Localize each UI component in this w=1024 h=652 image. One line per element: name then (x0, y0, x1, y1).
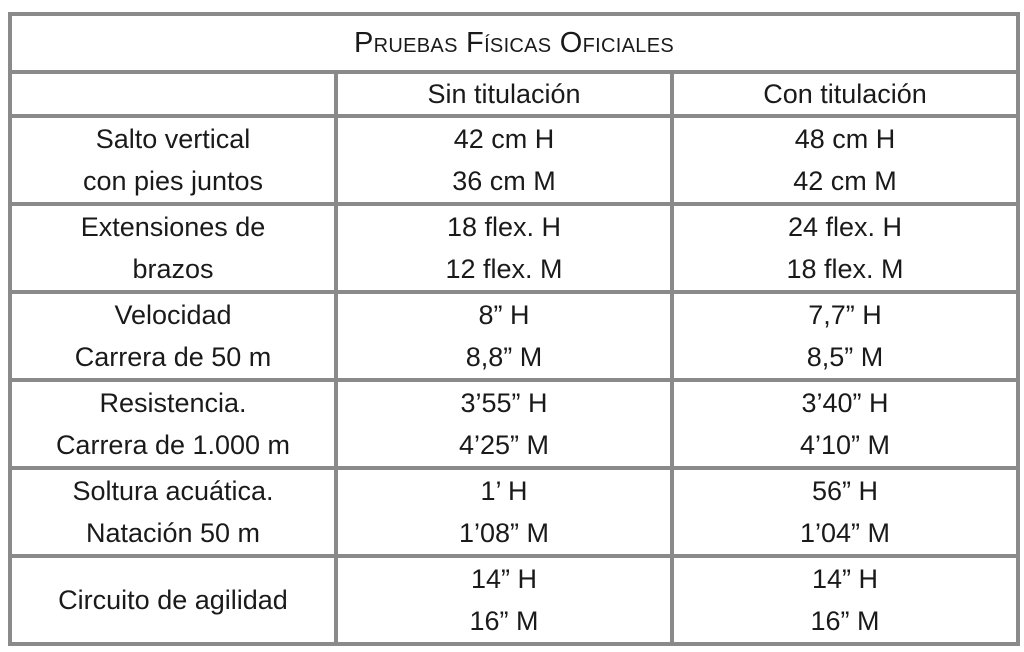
value-mujeres: 4’25” M (458, 430, 550, 460)
sin-titulacion-cell (336, 292, 672, 380)
value-mujeres: 16” M (810, 606, 880, 636)
table-title: Pruebas Físicas Oficiales (10, 14, 1018, 72)
table-row (10, 556, 1018, 644)
header-row (10, 72, 1018, 116)
value-mujeres: 18 flex. M (786, 254, 904, 284)
test-name-cell (10, 204, 336, 292)
test-name-line: Natación 50 m (85, 518, 261, 548)
value-hombres: 7,7” H (808, 300, 882, 330)
con-titulacion-cell (672, 292, 1018, 380)
header-sin-titulacion: Sin titulación (336, 72, 672, 116)
con-titulacion-cell (672, 380, 1018, 468)
pruebas-table (8, 12, 1020, 646)
header-empty (10, 72, 336, 116)
test-name-cell (10, 116, 336, 204)
value-mujeres: 1’04” M (799, 518, 891, 548)
value-mujeres: 1’08” M (458, 518, 550, 548)
value-hombres: 3’40” H (801, 388, 889, 418)
test-name-line: Circuito de agilidad (58, 585, 288, 615)
test-name-line: con pies juntos (82, 166, 264, 196)
value-mujeres: 42 cm M (793, 166, 897, 196)
test-name-line: brazos (132, 254, 214, 284)
value-mujeres: 4’10” M (799, 430, 891, 460)
value-hombres: 14” H (470, 564, 538, 594)
con-titulacion-cell (672, 556, 1018, 644)
table-row (10, 116, 1018, 204)
sin-titulacion-cell (336, 116, 672, 204)
con-titulacion-cell (672, 204, 1018, 292)
sin-titulacion-cell (336, 556, 672, 644)
table-row (10, 204, 1018, 292)
header-con-titulacion: Con titulación (672, 72, 1018, 116)
table-body (10, 116, 1018, 644)
test-name-line: Velocidad (114, 300, 232, 330)
value-hombres: 14” H (811, 564, 879, 594)
test-name-line: Salto vertical (95, 124, 251, 154)
table-row (10, 292, 1018, 380)
title-row (10, 14, 1018, 72)
test-name-cell (10, 292, 336, 380)
value-hombres: 24 flex. H (787, 212, 903, 242)
value-hombres: 56” H (811, 476, 879, 506)
sin-titulacion-cell (336, 468, 672, 556)
value-mujeres: 16” M (469, 606, 539, 636)
test-name-line: Carrera de 1.000 m (55, 430, 291, 460)
value-hombres: 18 flex. H (446, 212, 562, 242)
test-name-cell (10, 556, 336, 644)
con-titulacion-cell (672, 468, 1018, 556)
value-hombres: 48 cm H (794, 124, 896, 154)
test-name-cell (10, 380, 336, 468)
value-hombres: 3’55” H (460, 388, 548, 418)
con-titulacion-cell (672, 116, 1018, 204)
table-row (10, 468, 1018, 556)
test-name-line: Soltura acuática. (72, 476, 274, 506)
value-hombres: 1’ H (480, 476, 528, 506)
test-name-line: Resistencia. (99, 388, 247, 418)
value-mujeres: 8,5” M (806, 342, 884, 372)
test-name-line: Extensiones de (80, 212, 266, 242)
test-name-cell (10, 468, 336, 556)
table-row (10, 380, 1018, 468)
value-mujeres: 12 flex. M (445, 254, 563, 284)
value-mujeres: 36 cm M (452, 166, 556, 196)
sin-titulacion-cell (336, 380, 672, 468)
sin-titulacion-cell (336, 204, 672, 292)
value-mujeres: 8,8” M (465, 342, 543, 372)
pruebas-table-container (8, 12, 1016, 646)
value-hombres: 8” H (478, 300, 530, 330)
value-hombres: 42 cm H (453, 124, 555, 154)
test-name-line: Carrera de 50 m (74, 342, 272, 372)
